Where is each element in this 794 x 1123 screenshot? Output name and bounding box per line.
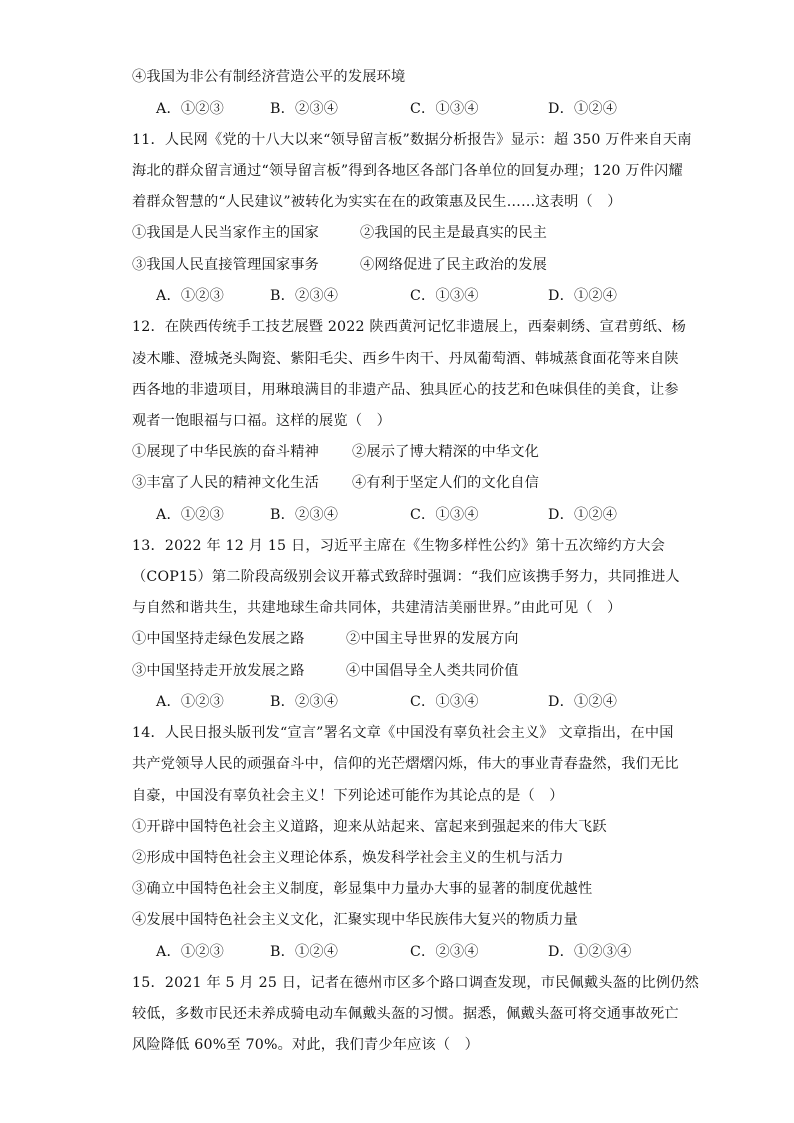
- q11-statement-2: ②我国的民主是最真实的民主: [360, 225, 548, 241]
- q12-statement-2: ②展示了博大精深的中华文化: [352, 444, 540, 460]
- q14-options: [156, 942, 716, 962]
- q14-stem-line-3: 自豪，中国没有辜负社会主义！下列论述可能作为其论点的是（ ）: [132, 788, 564, 804]
- q14-option-b[interactable]: B．①②④: [270, 944, 339, 960]
- q13-option-c[interactable]: C．①③④: [410, 694, 479, 710]
- q10-option-b[interactable]: B．②③④: [270, 101, 339, 117]
- q11-statement-1: ①我国是人民当家作主的国家: [132, 225, 320, 241]
- q11-stem-line-1: 11．人民网《党的十八大以来“领导留言板”数据分析报告》显示：超 350 万件来自天南: [132, 132, 692, 148]
- q12-option-d[interactable]: D．①②④: [548, 507, 618, 523]
- q12-statement-1: ①展现了中华民族的奋斗精神: [132, 444, 320, 460]
- q14-stem-line-2: 共产党领导人民的顽强奋斗中，信仰的光芒熠熠闪烁，伟大的事业青春盎然，我们无比: [132, 756, 679, 772]
- q13-statement-2: ②中国主导世界的发展方向: [346, 631, 519, 647]
- q14-option-d[interactable]: D．①②③④: [548, 944, 632, 960]
- q14-stem-line-1: 14．人民日报头版刊发“宣言”署名文章《中国没有辜负社会主义》 文章指出，在中国: [132, 725, 674, 741]
- q12-stem-line-1: 12．在陕西传统手工技艺展暨 2022 陕西黄河记忆非遗展上，西秦刺绣、宣君剪纸、杨: [132, 319, 686, 335]
- q13-stem-line-3: 与自然和谐共生，共建地球生命共同体，共建清洁美丽世界。”由此可见（ ）: [132, 600, 622, 616]
- q15-stem-line-3: 风险降低 60%至 70%。对此，我们青少年应该（ ）: [132, 1037, 480, 1053]
- q11-options: [156, 286, 716, 306]
- q10-statement-4: ④我国为非公有制经济营造公平的发展环境: [132, 69, 406, 85]
- q14-statement-2: ②形成中国特色社会主义理论体系，焕发科学社会主义的生机与活力: [132, 850, 564, 866]
- q12-options: [156, 505, 716, 525]
- q12-option-b[interactable]: B．②③④: [270, 507, 339, 523]
- q13-options: [156, 692, 716, 712]
- q13-option-d[interactable]: D．①②④: [548, 694, 618, 710]
- q10-option-d[interactable]: D．①②④: [548, 101, 618, 117]
- q12-option-a[interactable]: A．①②③: [156, 507, 224, 523]
- q14-statement-3: ③确立中国特色社会主义制度，彰显集中力量办大事的显著的制度优越性: [132, 881, 593, 897]
- q11-option-c[interactable]: C．①③④: [410, 288, 479, 304]
- q15-stem-line-2: 较低，多数市民还未养成骑电动车佩戴头盔的习惯。据悉，佩戴头盔可将交通事故死亡: [132, 1006, 679, 1022]
- q12-stem-line-4: 观者一饱眼福与口福。这样的展览（ ）: [132, 413, 391, 429]
- q14-statement-1: ①开辟中国特色社会主义道路，迎来从站起来、富起来到强起来的伟大飞跃: [132, 819, 607, 835]
- q11-statement-3: ③我国人民直接管理国家事务: [132, 257, 320, 273]
- q14-statement-4: ④发展中国特色社会主义文化，汇聚实现中华民族伟大复兴的物质力量: [132, 912, 579, 928]
- q13-stem-line-1: 13．2022 年 12 月 15 日，习近平主席在《生物多样性公约》第十五次缔约方大会: [132, 538, 666, 554]
- q12-option-c[interactable]: C．①③④: [410, 507, 479, 523]
- q11-option-a[interactable]: A．①②③: [156, 288, 224, 304]
- q12-statement-4: ④有利于坚定人们的文化自信: [352, 475, 540, 491]
- q14-option-a[interactable]: A．①②③: [156, 944, 224, 960]
- q11-option-d[interactable]: D．①②④: [548, 288, 618, 304]
- q11-option-b[interactable]: B．②③④: [270, 288, 339, 304]
- q13-option-a[interactable]: A．①②③: [156, 694, 224, 710]
- q10-option-a[interactable]: A．①②③: [156, 101, 224, 117]
- q11-stem-line-2: 海北的群众留言通过“领导留言板”得到各地区各部门各单位的回复办理；120 万件闪耀: [132, 163, 683, 179]
- q13-stem-line-2: （COP15）第二阶段高级别会议开幕式致辞时强调：“我们应该携手努力，共同推进人: [132, 569, 680, 585]
- q13-statement-4: ④中国倡导全人类共同价值: [346, 663, 519, 679]
- q13-option-b[interactable]: B．②③④: [270, 694, 339, 710]
- q12-statement-3: ③丰富了人民的精神文化生活: [132, 475, 320, 491]
- q12-stem-line-2: 凌木雕、澄城尧头陶瓷、紫阳毛尖、西乡牛肉干、丹凤葡萄酒、韩城蒸食面花等来自陕: [132, 351, 679, 367]
- q14-option-c[interactable]: C．②③④: [410, 944, 479, 960]
- q15-stem-line-1: 15．2021 年 5 月 25 日，记者在德州市区多个路口调查发现，市民佩戴头盔的比例仍然: [132, 975, 699, 991]
- q10-options: [156, 99, 716, 119]
- q13-statement-1: ①中国坚持走绿色发展之路: [132, 631, 305, 647]
- q13-statement-3: ③中国坚持走开放发展之路: [132, 663, 305, 679]
- q10-option-c[interactable]: C．①③④: [410, 101, 479, 117]
- q12-stem-line-3: 西各地的非遗项目，用琳琅满目的非遗产品、独具匠心的技艺和色味俱佳的美食，让参: [132, 382, 679, 398]
- q11-stem-line-3: 着群众智慧的“人民建议”被转化为实实在在的政策惠及民生……这表明（ ）: [132, 194, 622, 210]
- q11-statement-4: ④网络促进了民主政治的发展: [360, 257, 548, 273]
